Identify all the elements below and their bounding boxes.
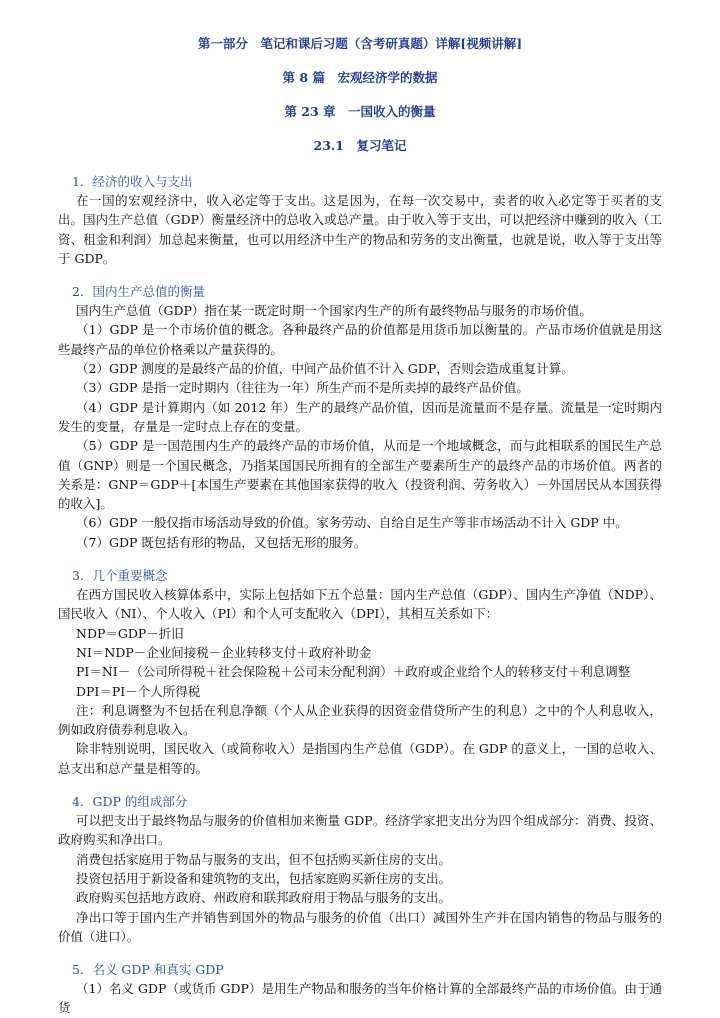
section-2-title: 2．国内生产总值的衡量 <box>72 284 205 300</box>
section-2-item-5: （5）GDP 是一国范围内生产的最终产品的市场价值，从而是一个地域概念，而与此相联系的国民生产总值（GNP）则是一个国民概念，乃指某国国民所拥有的全部生产要素所生产的最终产品的市场价值。两者的关系是：GNP＝GDP＋[本国生产要素在其他国家获得的收入（投资利润、劳务收入）－外国居民从本国获得的收入]。 <box>58 438 662 512</box>
formula-dpi: DPI＝PI－个人所得税 <box>76 683 201 699</box>
section-2-item-2: （2）GDP 测度的是最终产品的价值，中间产品价值不计入 GDP，否则会造成重复计算。 <box>76 361 574 377</box>
section-2-item-7: （7）GDP 既包括有形的物品，又包括无形的服务。 <box>76 534 367 550</box>
section-5-title: 5．名义 GDP 和真实 GDP <box>72 962 224 978</box>
formula-ndp: NDP＝GDP－折旧 <box>76 625 184 641</box>
section-2-item-3: （3）GDP 是指一定时期内（往往为一年）所生产而不是所卖掉的最终产品价值。 <box>76 380 529 396</box>
section-2-item-6: （6）GDP 一般仅指市场活动导致的价值。家务劳动、自给自足生产等非市场活动不计入 GDP 中。 <box>76 515 628 531</box>
section-2-paragraph-intro: 国内生产总值（GDP）指在某一既定时期一个国家内生产的所有最终物品与服务的市场价值。 <box>76 303 592 319</box>
section-1-title: 1．经济的收入与支出 <box>72 174 193 189</box>
section-4-paragraph-intro: 可以把支出于最终物品与服务的价值相加来衡量 GDP。经济学家把支出分为四个组成部分：消费、投资、政府购买和净出口。 <box>58 813 662 848</box>
section-3-note: 注：利息调整为不包括在利息净额（个人从企业获得的因资金借贷所产生的利息）之中的个人利息收入，例如政府债券利息收入。 <box>58 702 662 738</box>
section-3-title: 3．几个重要概念 <box>72 568 168 584</box>
section-4-government-purchases: 政府购买包括地方政府、州政府和联邦政府用于物品与服务的支出。 <box>76 890 452 906</box>
section-3-paragraph-intro: 在西方国民收入核算体系中，实际上包括如下五个总量：国内生产总值（GDP）、国内生产净值（NDP）、国民收入（NI）、个人收入（PI）和个人可支配收入（DPI），其相互关系如下： <box>58 587 662 622</box>
section-4-net-exports: 净出口等于国内生产并销售到国外的物品与服务的价值（出口）减国外生产并在国内销售的物品与服务的价值（进口）。 <box>58 909 662 944</box>
section-3-paragraph: 除非特别说明，国民收入（或简称收入）是指国内生产总值（GDP）。在 GDP 的意义上，一国的总收入、总支出和总产量是相等的。 <box>58 741 662 776</box>
section-2-item-1: （1）GDP 是一个市场价值的概念。各种最终产品的价值都是用货币加以衡量的。产品市场价值就是用这些最终产品的单位价格乘以产量获得的。 <box>58 322 662 357</box>
section-4-consumption: 消费包括家庭用于物品与服务的支出，但不包括购买新住房的支出。 <box>76 851 452 867</box>
chapter-group-title: 第 8 篇 宏观经济学的数据 <box>282 70 438 85</box>
section-title: 23.1 复习笔记 <box>313 138 407 153</box>
formula-pi: PI＝NI－（公司所得税＋社会保险税＋公司未分配利润）＋政府或企业给个人的转移支付＋利息调整 <box>76 664 631 680</box>
section-4-investment: 投资包括用于新设备和建筑物的支出，包括家庭购买新住房的支出。 <box>76 870 452 886</box>
section-4-title: 4．GDP 的组成部分 <box>72 794 188 810</box>
chapter-title: 第 23 章 一国收入的衡量 <box>284 104 436 119</box>
section-2-item-4: （4）GDP 是计算期内（如 2012 年）生产的最终产品价值，因而是流量而不是存量。流量是一定时期内发生的变量，存量是一定时点上存在的变量。 <box>58 399 662 434</box>
formula-ni: NI＝NDP－企业间接税－企业转移支付＋政府补助金 <box>76 644 372 660</box>
part-title: 第一部分 笔记和课后习题（含考研真题）详解[视频讲解] <box>197 36 523 51</box>
section-1-paragraph: 在一国的宏观经济中，收入必定等于支出。这是因为，在每一次交易中，卖者的收入必定等于买者的支出。国内生产总值（GDP）衡量经济中的总收入或总产量。由于收入等于支出，可以把经济中赚到的收入（工资、租金和利润）加总起来衡量，也可以用经济中生产的物品和劳务的支出衡量，也就是说，收入等于支出等于 GDP。 <box>58 193 662 266</box>
section-5-item-1: （1）名义 GDP（或货币 GDP）是用生产物品和服务的当年价格计算的全部最终产品的市场价值。由于通货 <box>58 981 662 1016</box>
